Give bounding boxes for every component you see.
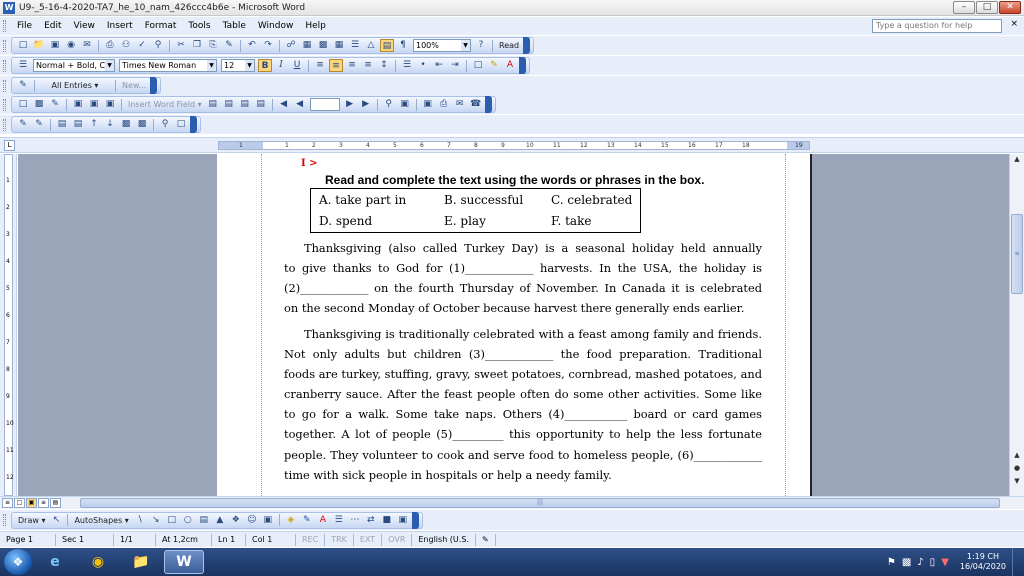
- select-browse-object-icon[interactable]: ●: [1013, 464, 1021, 472]
- status-language[interactable]: English (U.S.: [412, 534, 476, 546]
- menu-tools[interactable]: Tools: [188, 21, 211, 31]
- maximize-button[interactable]: □: [976, 1, 998, 14]
- word-option-c: C. celebrated: [551, 193, 633, 207]
- minimize-button[interactable]: –: [953, 1, 975, 14]
- chevron-down-icon: ▼: [461, 40, 470, 51]
- merge-to-fax-icon[interactable]: ☎: [470, 99, 482, 109]
- drawing-toolbar-strip: [11, 512, 423, 529]
- status-position: At 1,2cm: [156, 534, 212, 546]
- ruler-number: 1: [285, 142, 289, 149]
- status-extend[interactable]: EXT: [354, 534, 382, 546]
- arrow-style-icon[interactable]: ⇄: [367, 514, 375, 525]
- text-line: Thanksgiving (also called Turkey Day) is a seasonal holiday held annually: [304, 241, 762, 255]
- word-option-b: B. successful: [444, 193, 524, 207]
- arrow-icon[interactable]: ↘: [152, 514, 160, 525]
- insert-word-field-select[interactable]: Insert Word Field ▾: [128, 100, 202, 109]
- font-select[interactable]: Times New Roman ▼: [119, 59, 217, 72]
- font-color-icon[interactable]: A: [319, 514, 326, 525]
- paragraph-2: [284, 324, 762, 485]
- ruler-number: 12: [580, 142, 588, 149]
- ruler-number: 7: [447, 142, 451, 149]
- show-entries-select[interactable]: All Entries ▾: [51, 81, 99, 90]
- ruler-number: 3: [6, 231, 10, 238]
- word-box: [310, 188, 641, 233]
- web-layout-icon[interactable]: □: [14, 498, 25, 508]
- style-select[interactable]: Normal + Bold, C ▼: [33, 59, 115, 72]
- menu-insert[interactable]: Insert: [106, 21, 133, 31]
- justify-icon[interactable]: ≡: [364, 60, 372, 70]
- styles-pane-icon[interactable]: ☰: [18, 60, 28, 70]
- vertical-ruler: [0, 154, 17, 496]
- new-document-icon[interactable]: □: [18, 40, 28, 50]
- window-controls: [953, 1, 1021, 14]
- close-button[interactable]: ✕: [999, 1, 1021, 14]
- update-field-icon[interactable]: ▩: [137, 119, 147, 129]
- print-layout-icon[interactable]: ▣: [26, 498, 37, 508]
- ruler-number: 3: [339, 142, 343, 149]
- file-explorer-icon[interactable]: 📁: [132, 554, 150, 570]
- menu-bar: [0, 17, 1024, 35]
- system-tray: [884, 548, 1024, 576]
- menu-window[interactable]: Window: [257, 21, 294, 31]
- toolbar-options-icon[interactable]: [485, 96, 492, 113]
- tables-toolbar-strip: [11, 116, 201, 133]
- vertical-ruler-band[interactable]: [4, 154, 13, 496]
- ruler-number: 8: [6, 366, 10, 373]
- autoshapes-menu-button[interactable]: AutoShapes ▾: [74, 515, 129, 525]
- ruler-number: 9: [501, 142, 505, 149]
- increase-indent-icon[interactable]: ⇥: [451, 60, 459, 70]
- oval-icon[interactable]: ○: [183, 514, 192, 525]
- document-map-icon[interactable]: ▤: [380, 39, 394, 52]
- menu-view[interactable]: View: [73, 21, 95, 31]
- insert-excel-icon[interactable]: ▦: [334, 40, 344, 50]
- font-color-icon[interactable]: A: [506, 60, 514, 70]
- status-record-macro[interactable]: REC: [296, 534, 325, 546]
- format-painter-icon[interactable]: ✎: [225, 40, 233, 50]
- ruler-number: 7: [6, 339, 10, 346]
- tables-borders-icon[interactable]: ▦: [302, 40, 312, 50]
- draw-menu-button[interactable]: Draw ▾: [18, 515, 46, 525]
- mail-merge-toolbar: [0, 95, 1024, 114]
- text-line: Not only adults but children (3)____________ the food preparation. Traditional: [284, 347, 762, 362]
- align-left-icon[interactable]: ≡: [316, 60, 324, 70]
- status-overtype[interactable]: OVR: [382, 534, 412, 546]
- menu-table[interactable]: Table: [222, 21, 246, 31]
- normal-view-icon[interactable]: ≡: [2, 498, 13, 508]
- previous-record-icon[interactable]: ◀: [296, 99, 304, 109]
- merge-to-document-icon[interactable]: ▣: [423, 99, 432, 109]
- status-section: Sec 1: [56, 534, 114, 546]
- next-page-icon[interactable]: ▼: [1014, 477, 1020, 485]
- document-page[interactable]: [217, 154, 812, 496]
- standard-toolbar-strip: [11, 37, 534, 54]
- toolbar-grip[interactable]: [3, 40, 6, 52]
- toolbar-options-icon[interactable]: [150, 77, 157, 94]
- bold-button[interactable]: B: [258, 59, 272, 72]
- word-option-e: E. play: [444, 214, 486, 228]
- insert-merge-fields-icon[interactable]: ▣: [105, 99, 115, 109]
- text-line: cranberry sauce. After the feast people often do some other activities. Some like: [284, 387, 762, 402]
- menu-edit[interactable]: Edit: [44, 21, 62, 31]
- status-column: Col 1: [246, 534, 296, 546]
- ruler-number: 8: [474, 142, 478, 149]
- standard-toolbar: [0, 36, 1024, 55]
- status-line: Ln 1: [212, 534, 246, 546]
- copy-icon[interactable]: ❐: [192, 40, 202, 50]
- ruler-number: 10: [6, 420, 14, 427]
- scroll-up-icon[interactable]: ▲: [1014, 155, 1020, 163]
- ruler-number: 11: [6, 447, 14, 454]
- rectangle-icon[interactable]: □: [167, 514, 177, 525]
- reviewing-toolbar: [0, 76, 1024, 95]
- formatting-toolbar-strip: [11, 57, 530, 74]
- display-for-review-icon[interactable]: ✎: [19, 80, 27, 90]
- word-option-f: F. take: [551, 214, 592, 228]
- toolbar-grip[interactable]: [3, 20, 6, 32]
- merge-to-email-icon[interactable]: ✉: [455, 99, 464, 109]
- security-icon[interactable]: ⚑: [886, 556, 896, 568]
- line-color-icon[interactable]: ✎: [303, 514, 311, 525]
- zoom-select[interactable]: 100% ▼: [413, 39, 471, 52]
- menu-format[interactable]: Format: [144, 21, 177, 31]
- cut-icon[interactable]: ✂: [177, 40, 185, 50]
- insert-database-icon[interactable]: ▩: [121, 119, 131, 129]
- ruler-number: 14: [634, 142, 642, 149]
- tables-toolbar: [0, 115, 1024, 134]
- underline-button[interactable]: U: [293, 60, 301, 70]
- text-line: people. They volunteer to cook and serve food to homeless people, (6)____________: [284, 447, 762, 462]
- align-right-icon[interactable]: ≡: [348, 60, 356, 70]
- drawing-toolbar: [0, 510, 1024, 530]
- document-workspace: [18, 154, 1009, 496]
- word-taskbar-icon[interactable]: W: [164, 550, 204, 574]
- show-hide-icon[interactable]: ¶: [400, 40, 406, 50]
- help-search-input[interactable]: Type a question for help: [872, 19, 1002, 33]
- ruler-number: 11: [553, 142, 561, 149]
- text-line: Thanksgiving is traditionally celebrated with a feast among family and friends.: [304, 327, 762, 341]
- previous-page-icon[interactable]: ▲: [1014, 451, 1020, 459]
- status-bar: [0, 531, 1024, 547]
- spelling-icon[interactable]: ✓: [138, 40, 146, 50]
- ruler-number: 2: [6, 204, 10, 211]
- ruler-number: 17: [715, 142, 723, 149]
- ruler-number: 19: [795, 142, 803, 149]
- spelling-status-icon[interactable]: ✎: [476, 534, 496, 546]
- merge-to-printer-icon[interactable]: ⎙: [440, 99, 448, 109]
- print-icon[interactable]: ⎙: [106, 40, 114, 50]
- next-record-icon[interactable]: ▶: [346, 99, 354, 109]
- internet-explorer-icon[interactable]: e: [50, 554, 60, 570]
- line-icon[interactable]: ∖: [136, 514, 143, 525]
- toolbar-options-icon[interactable]: [519, 57, 526, 74]
- taskbar: [0, 548, 1024, 576]
- find-entry-icon[interactable]: ⚲: [385, 99, 392, 109]
- menu-help[interactable]: Help: [305, 21, 326, 31]
- ruler-number: 1: [6, 177, 10, 184]
- reading-layout-icon[interactable]: ▤: [50, 498, 61, 508]
- chevron-down-icon: ▼: [105, 60, 114, 71]
- ruler-number: 6: [6, 312, 10, 319]
- paste-icon[interactable]: ⎘: [209, 40, 217, 50]
- open-data-source-icon[interactable]: ▩: [34, 99, 44, 109]
- drawing-icon[interactable]: △: [367, 40, 375, 50]
- font-size-select[interactable]: 12 ▼: [221, 59, 255, 72]
- menu-file[interactable]: File: [17, 21, 33, 31]
- chevron-down-icon: ▼: [207, 60, 216, 71]
- toolbar-options-icon[interactable]: [190, 116, 197, 133]
- toolbar-grip[interactable]: [3, 80, 6, 92]
- hyperlink-icon[interactable]: ☍: [286, 40, 296, 50]
- diagram-icon[interactable]: ❖: [231, 514, 240, 525]
- insert-address-icon[interactable]: ▣: [73, 99, 83, 109]
- shadow-style-icon[interactable]: ■: [382, 514, 392, 525]
- ruler-number: 13: [607, 142, 615, 149]
- line-style-icon[interactable]: ☰: [334, 514, 343, 525]
- italic-button[interactable]: I: [279, 60, 283, 70]
- close-document-button[interactable]: ×: [1010, 19, 1018, 29]
- ruler-band[interactable]: [218, 141, 810, 150]
- ruler-number: 5: [6, 285, 10, 292]
- word-app-icon: W: [4, 2, 14, 12]
- start-button-icon[interactable]: ❖: [4, 549, 32, 575]
- line-spacing-icon[interactable]: ↕: [380, 60, 388, 70]
- align-center-icon[interactable]: ≡: [329, 59, 343, 72]
- status-track-changes[interactable]: TRK: [325, 534, 354, 546]
- network-icon[interactable]: ▩: [901, 556, 912, 568]
- main-document-setup-icon[interactable]: □: [18, 99, 28, 109]
- paragraph-1: [284, 238, 762, 318]
- ruler-number: 10: [526, 142, 534, 149]
- decrease-indent-icon[interactable]: ⇤: [435, 60, 443, 70]
- borders-icon[interactable]: □: [473, 60, 483, 70]
- help-icon[interactable]: ?: [478, 40, 484, 50]
- ruler-number: 1: [239, 142, 243, 149]
- window-title: U9-_5-16-4-2020-TA7_he_10_nam_426ccc4b6e - Microsoft Word: [19, 2, 306, 13]
- insert-greeting-icon[interactable]: ▣: [89, 99, 99, 109]
- reviewing-toolbar-strip: [11, 77, 161, 94]
- sort-ascending-icon[interactable]: ↑: [90, 119, 98, 129]
- print-preview-icon[interactable]: ⚇: [121, 40, 131, 50]
- text-line: on the second Monday of October because harvest there generally ends earlier.: [284, 301, 745, 316]
- highlight-fields-icon[interactable]: ▤: [224, 99, 233, 109]
- ruler-number: 15: [661, 142, 669, 149]
- tab-selector[interactable]: L: [4, 140, 15, 151]
- exercise-instruction: Read and complete the text using the words or phrases in the box.: [325, 173, 705, 187]
- outline-view-icon[interactable]: ≡: [38, 498, 49, 508]
- insert-table-icon[interactable]: ▩: [318, 40, 328, 50]
- field-options-icon[interactable]: ✎: [35, 119, 43, 129]
- main-document-icon[interactable]: □: [176, 119, 186, 129]
- horizontal-scroll-track[interactable]: [78, 498, 1008, 508]
- undo-icon[interactable]: ↶: [248, 40, 256, 50]
- find-record-icon[interactable]: ⚲: [161, 119, 169, 129]
- numbering-icon[interactable]: ☰: [402, 60, 412, 70]
- text-line: to give thanks to God for (1)____________ harvests. In the USA, the holiday is: [284, 261, 762, 276]
- antivirus-icon[interactable]: ▼: [941, 556, 949, 568]
- dash-style-icon[interactable]: ⋯: [350, 514, 360, 525]
- ruler-number: 4: [366, 142, 370, 149]
- text-line: (2)____________ on the fourth Thursday of November. In Canada it is celebrated: [284, 281, 762, 296]
- toolbar-options-icon[interactable]: [412, 512, 419, 529]
- check-errors-icon[interactable]: ▣: [400, 99, 409, 109]
- fill-color-icon[interactable]: ◈: [287, 514, 295, 525]
- toolbar-options-icon[interactable]: [523, 37, 530, 54]
- vertical-scrollbar[interactable]: [1009, 154, 1024, 496]
- toolbar-grip[interactable]: [3, 119, 6, 131]
- ruler-number: 5: [393, 142, 397, 149]
- edit-field-icon[interactable]: ✎: [19, 119, 27, 129]
- open-folder-icon[interactable]: 📁: [33, 40, 45, 50]
- horizontal-scroll-thumb[interactable]: |||: [80, 498, 1000, 508]
- toolbar-grip[interactable]: [3, 514, 6, 526]
- go-to-record-input[interactable]: [310, 98, 340, 111]
- clock-time: 1:19 CH: [966, 552, 999, 561]
- ruler-number: 4: [6, 258, 10, 265]
- taskbar-clock[interactable]: [960, 552, 1006, 572]
- ruler-number: 18: [742, 142, 750, 149]
- mail-merge-toolbar-strip: [11, 96, 496, 113]
- last-record-icon[interactable]: ▶: [362, 99, 370, 109]
- sort-descending-icon[interactable]: ↓: [106, 119, 114, 129]
- delete-rows-icon[interactable]: ▤: [73, 119, 83, 129]
- wordart-icon[interactable]: ▲: [216, 514, 224, 525]
- clip-art-icon[interactable]: ☺: [247, 514, 257, 525]
- permission-icon[interactable]: ◉: [67, 40, 75, 50]
- insert-rows-icon[interactable]: ▤: [57, 119, 67, 129]
- formatting-toolbar: [0, 56, 1024, 75]
- new-comment-button[interactable]: New...: [122, 81, 147, 90]
- word-option-a: A. take part in: [319, 193, 407, 207]
- columns-icon[interactable]: ☰: [350, 40, 360, 50]
- ruler-number: 2: [312, 142, 316, 149]
- scroll-thumb[interactable]: ≡: [1011, 214, 1023, 294]
- redo-icon[interactable]: ↷: [264, 40, 272, 50]
- match-fields-icon[interactable]: ▤: [240, 99, 249, 109]
- volume-icon[interactable]: ♪: [917, 556, 924, 568]
- chrome-icon[interactable]: ◉: [91, 554, 105, 570]
- highlight-icon[interactable]: ✎: [490, 60, 498, 70]
- status-page-count: 1/1: [114, 534, 156, 546]
- select-objects-icon[interactable]: ↖: [52, 514, 61, 525]
- text-line: foods are turkey, stuffing, gravy, sweet potatoes, cornbread, mashed potatoes, and: [284, 367, 762, 382]
- save-icon[interactable]: ▣: [50, 40, 60, 50]
- 3d-style-icon[interactable]: ▣: [398, 514, 408, 525]
- ruler-number: 16: [688, 142, 696, 149]
- toolbar-grip[interactable]: [3, 60, 6, 72]
- status-page[interactable]: Page 1: [0, 534, 56, 546]
- horizontal-ruler: [0, 137, 1024, 153]
- signal-icon[interactable]: ▯: [929, 556, 936, 568]
- recipients-icon[interactable]: ✎: [51, 99, 59, 109]
- insert-picture-icon[interactable]: ▣: [263, 514, 273, 525]
- view-merged-data-icon[interactable]: ▤: [208, 99, 217, 109]
- chevron-down-icon: ▼: [245, 60, 254, 71]
- text-line: time with sick people in hospitals or help a needy family.: [284, 467, 612, 482]
- bullets-icon[interactable]: •: [420, 60, 426, 70]
- ruler-number: 6: [420, 142, 424, 149]
- section-marker: I >: [301, 158, 318, 169]
- text-line: to go for a walk. Some take naps. Others (4)___________ board or card games: [284, 407, 762, 422]
- title-bar: [0, 0, 1024, 16]
- text-box-icon[interactable]: ▤: [199, 514, 209, 525]
- show-desktop-button[interactable]: [1012, 548, 1024, 576]
- propagate-labels-icon[interactable]: ▤: [256, 99, 265, 109]
- ruler-number: 12: [6, 474, 14, 481]
- research-icon[interactable]: ⚲: [154, 40, 162, 50]
- email-icon[interactable]: ✉: [83, 40, 91, 50]
- clock-date: 16/04/2020: [959, 562, 1006, 571]
- word-option-d: D. spend: [319, 214, 373, 228]
- horizontal-scrollbar[interactable]: [0, 496, 1024, 509]
- view-buttons: [2, 498, 61, 508]
- text-line: together. A lot of people (5)_________ this opportunity to help the less fortunate: [284, 427, 762, 442]
- ruler-number: 9: [6, 393, 10, 400]
- read-button[interactable]: Read: [499, 41, 520, 50]
- toolbar-grip[interactable]: [3, 99, 6, 111]
- first-record-icon[interactable]: ◀: [280, 99, 288, 109]
